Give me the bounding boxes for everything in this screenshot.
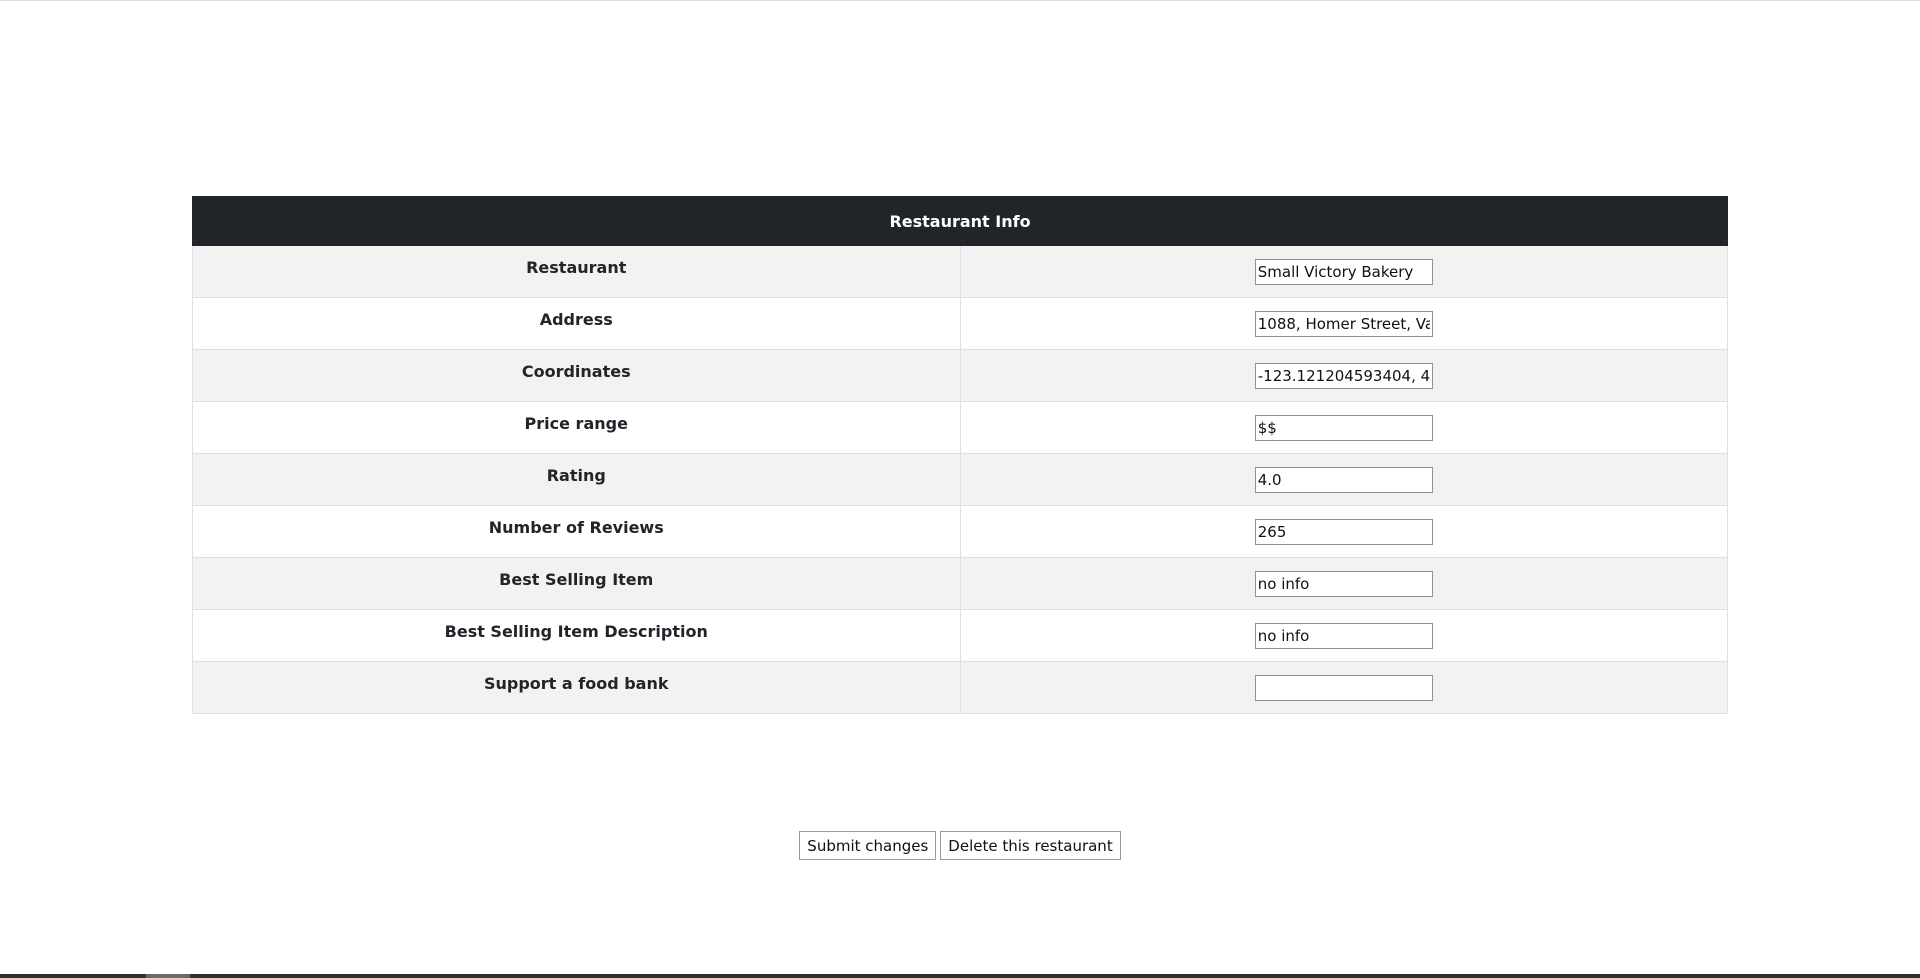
best-selling-item-input[interactable] [1255,571,1433,597]
row-support-food-bank [193,662,1728,714]
row-best-selling-item [193,558,1728,610]
price-range-label: Price range [193,402,961,454]
best-selling-item-description-label: Best Selling Item Description [193,610,961,662]
row-address [193,298,1728,350]
best-selling-item-description-input[interactable] [1255,623,1433,649]
rating-label: Rating [193,454,961,506]
restaurant-label: Restaurant [193,246,961,298]
support-food-bank-label: Support a food bank [193,662,961,714]
coordinates-label: Coordinates [193,350,961,402]
number-of-reviews-input[interactable] [1255,519,1433,545]
support-food-bank-input[interactable] [1255,675,1433,701]
horizontal-scrollbar[interactable] [0,974,1920,978]
address-input[interactable] [1255,311,1433,337]
submit-changes-button[interactable]: Submit changes [799,831,936,860]
scrollbar-thumb[interactable] [146,974,190,978]
row-rating [193,454,1728,506]
row-restaurant [193,246,1728,298]
form-actions [0,831,1920,860]
restaurant-info-table [192,196,1728,714]
best-selling-item-label: Best Selling Item [193,558,961,610]
row-best-selling-item-description [193,610,1728,662]
rating-input[interactable] [1255,467,1433,493]
restaurant-name-input[interactable] [1255,259,1433,285]
row-price-range [193,402,1728,454]
number-of-reviews-label: Number of Reviews [193,506,961,558]
top-divider [0,0,1920,1]
delete-restaurant-button[interactable]: Delete this restaurant [940,831,1120,860]
price-range-input[interactable] [1255,415,1433,441]
coordinates-input[interactable] [1255,363,1433,389]
table-title: Restaurant Info [193,197,1728,246]
row-number-of-reviews [193,506,1728,558]
address-label: Address [193,298,961,350]
row-coordinates [193,350,1728,402]
